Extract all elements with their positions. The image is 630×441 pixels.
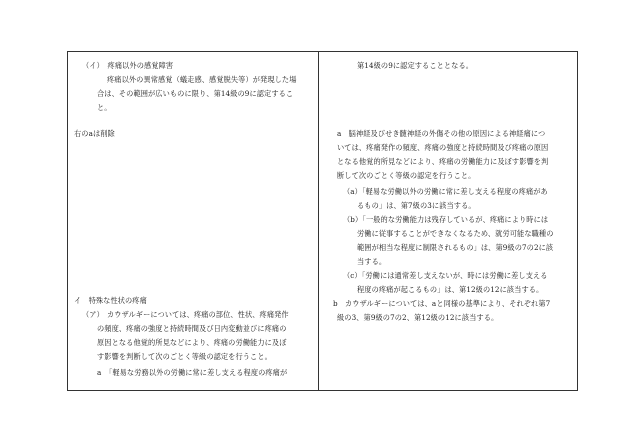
para-b-line-2: 級の3、第9級の7の2、第12級の12に該当する。 — [337, 313, 499, 322]
sub-c-line-2: 程度の疼痛が起こるもの」は、第12級の12に該当する。 — [357, 285, 544, 294]
item-i-text-line-3: と。 — [97, 103, 112, 112]
item-a-text-line-4: す影響を判断して次のごとく等級の認定を行うこと。 — [97, 352, 272, 361]
item-a-text-line-2: の頻度、疼痛の強度と持続時間及び日内変動並びに疼痛の — [97, 324, 287, 333]
item-a-label: （ア） — [82, 310, 104, 319]
para-a-line-2: いては、疼痛発作の頻度、疼痛の強度と持続時間及び疼痛の原因 — [337, 143, 549, 152]
para-b-line-1: b カウザルギーについては、aと同様の基準により、それぞれ第7 — [333, 299, 551, 308]
para-a-line-4: 断して次のごとく等級の認定を行うこと。 — [337, 171, 476, 180]
sub-c-line-1: （c）「労働には通常差し支えないが、時には労働に差し支える — [343, 271, 548, 280]
para-a-line-3: となる他覚的所見などにより、疼痛の労働能力に及ぼす影響を判 — [337, 157, 549, 166]
sub-b-line-1: （b）「一般的な労働能力は残存しているが、疼痛により時には — [343, 215, 549, 224]
item-a-sub: a 「軽易な労務以外の労働に常に差し支える程度の疼痛が — [97, 368, 288, 377]
sub-b-line-3: 範囲が相当な程度に制限されるもの」は、第9級の7の2に該 — [357, 243, 554, 252]
item-i-text-line-2: 合は、その範囲が広いものに限り、第14級の9に認定するこ — [97, 89, 294, 98]
item-i-heading: （イ） 疼痛以外の感覚障害 — [82, 61, 174, 70]
deletion-note: 右のaは削除 — [74, 129, 115, 138]
item-i-text-line-1: 疼痛以外の異常感覚（蟻走感、感覚脱失等）が発現した場 — [107, 75, 297, 84]
sub-b-line-4: 当する。 — [357, 257, 387, 266]
column-divider — [318, 51, 319, 391]
item-a-text-line-3: 原因となる他覚的所見などにより、疼痛の労働能力に及ぼ — [97, 338, 287, 347]
sub-a-line-1: （a）「軽易な労働以外の労働に常に差し支える程度の疼痛があ — [343, 187, 548, 196]
right-top-line: 第14級の9に認定することとなる。 — [357, 61, 474, 70]
para-a-line-1: a 脳神経及びせき髄神経の外傷その他の原因による神経痛につ — [337, 129, 546, 138]
sub-a-line-2: るもの」は、第7級の3に該当する。 — [357, 201, 476, 210]
item-a-text-line-1: カウザルギーについては、疼痛の部位、性状、疼痛発作 — [107, 310, 289, 319]
section-a-heading: イ 特殊な性状の疼痛 — [74, 296, 147, 305]
sub-b-line-2: 労働に従事することができなくなるため、就労可能な職種の — [357, 229, 554, 238]
